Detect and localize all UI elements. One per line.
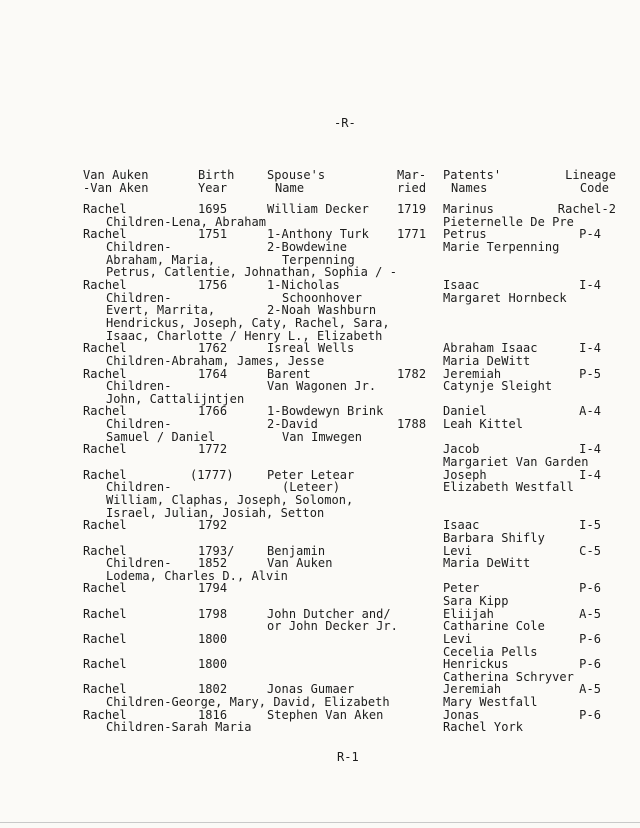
scan-edge-line [0,822,640,823]
entry-text: Sara Kipp [443,594,509,608]
header-married-line2: ried [397,181,427,195]
entry-text: William Decker [267,202,369,216]
entry-text: Daniel [443,404,487,418]
entry-text: 2-Bowdewine [267,240,348,254]
entry-text: Isaac, Charlotte / Henry L., Elizabeth [106,329,383,343]
entry-text: A-5 [579,607,601,621]
entry-text: Rachel [83,468,127,482]
entry-text: P-6 [579,657,601,671]
entry-text: (1777) [190,468,234,482]
entry-text: Maria DeWitt [443,556,531,570]
entry-text: Rachel-2 [557,202,616,216]
entry-text: Terpenning [282,253,355,267]
entry-text: Rachel [83,367,127,381]
entry-text: 1762 [198,341,228,355]
entry-text: John, Cattalijntjen [106,392,245,406]
entry-text: 1794 [198,581,228,595]
header-spouse-line2: Name [275,181,305,195]
entry-text: Rachel [83,708,127,722]
entry-text: Rachel [83,442,127,456]
entry-text: Children- [106,240,172,254]
entry-text: William, Claphas, Joseph, Solomon, [106,493,354,507]
entry-text: Rachel [83,544,127,558]
entry-text: P-6 [579,708,601,722]
header-married-line1: Mar- [397,168,427,182]
entry-text: Evert, Marrita, [106,303,216,317]
entry-text: 1793/ [198,544,235,558]
entry-text: A-5 [579,682,601,696]
entry-text: Maria DeWitt [443,354,531,368]
entry-text: 1852 [198,556,228,570]
entry-text: Children- [106,556,172,570]
entry-text: 1782 [397,367,427,381]
entry-text: Rachel [83,581,127,595]
entry-text: Jonas [443,708,480,722]
entry-text: A-4 [579,404,601,418]
entry-text: Barent [267,367,311,381]
entry-text: 1771 [397,227,427,241]
entry-text: Leah Kittel [443,417,524,431]
entry-text: Abraham Isaac [443,341,538,355]
entry-text: Rachel [83,657,127,671]
entry-text: I-4 [579,468,601,482]
entry-text: 1695 [198,202,228,216]
entry-text: Levi [443,632,473,646]
entry-text: Peter [443,581,480,595]
entry-text: Elizabeth Westfall [443,480,574,494]
entry-text: Rachel York [443,720,524,734]
entry-text: Eliijah [443,607,494,621]
entry-text: Stephen Van Aken [267,708,384,722]
entry-text: Schoonhover [282,291,363,305]
entry-text: Barbara Shifly [443,531,545,545]
entry-text: C-5 [579,544,601,558]
entry-text: Children- [106,379,172,393]
entry-text: Abraham, Maria, [106,253,216,267]
entry-text: Henrickus [443,657,509,671]
entry-text: John Dutcher and/ [267,607,391,621]
header-spouse-line1: Spouse's [267,168,326,182]
entry-text: 1800 [198,632,228,646]
entry-text: Pieternelle De Pre [443,215,574,229]
entry-text: Jeremiah [443,682,502,696]
entry-text: Rachel [83,518,127,532]
header-birth-line1: Birth [198,168,235,182]
entry-text: 1756 [198,278,228,292]
entry-text: Petrus, Catlentie, Johnathan, Sophia / - [106,265,397,279]
entry-text: 1-Nicholas [267,278,340,292]
entry-text: I-4 [579,442,601,456]
entry-text: Jacob [443,442,480,456]
entry-text: Rachel [83,341,127,355]
entry-text: 2-David [267,417,318,431]
entry-text: Israel, Julian, Josiah, Setton [106,506,325,520]
entry-text: Levi [443,544,473,558]
entry-text: I-4 [579,341,601,355]
entry-text: 1800 [198,657,228,671]
entry-text: Van Auken [267,556,333,570]
entry-text: Isaac [443,518,480,532]
entry-text: Rachel [83,632,127,646]
entry-text: Van Wagonen Jr. [267,379,377,393]
entry-text: 1751 [198,227,228,241]
entry-text: Isaac [443,278,480,292]
entry-text: Catherina Schryver [443,670,574,684]
entry-text: Rachel [83,607,127,621]
entry-text: Marie Terpenning [443,240,560,254]
page-number: R-1 [337,750,359,764]
entry-text: Rachel [83,682,127,696]
entry-text: 2-Noah Washburn [267,303,377,317]
entry-text: 1802 [198,682,228,696]
entry-text: Children- [106,480,172,494]
header-lineage-line1: Lineage [565,168,616,182]
entry-text: Children- [106,417,172,431]
entry-text: Lodema, Charles D., Alvin [106,569,288,583]
entry-text: Samuel / Daniel [106,430,216,444]
entry-text: Children-Lena, Abraham [106,215,267,229]
header-birth-line2: Year [198,181,228,195]
entry-text: Cecelia Pells [443,645,538,659]
header-parents-line2: Names [451,181,488,195]
header-van-auken-line1: Van Auken [83,168,149,182]
entry-text: 1-Bowdewyn Brink [267,404,384,418]
page-heading: -R- [334,116,356,130]
header-van-auken-line2: -Van Aken [83,181,149,195]
header-parents-line1: Patents' [443,168,502,182]
entry-text: Margariet Van Garden [443,455,589,469]
entry-text: Peter Letear [267,468,355,482]
entry-text: Petrus [443,227,487,241]
entry-text: (Leteer) [282,480,341,494]
entry-text: Rachel [83,202,127,216]
entry-text: 1766 [198,404,228,418]
entry-text: Joseph [443,468,487,482]
entry-text: 1792 [198,518,228,532]
entry-text: 1788 [397,417,427,431]
entry-text: 1-Anthony Turk [267,227,369,241]
entry-text: Catharine Cole [443,619,545,633]
entry-text: Benjamin [267,544,326,558]
entry-text: 1798 [198,607,228,621]
entry-text: or John Decker Jr. [267,619,398,633]
entry-text: Children- [106,291,172,305]
entry-text: 1816 [198,708,228,722]
entry-text: P-6 [579,632,601,646]
entry-text: Rachel [83,227,127,241]
entry-text: Children-George, Mary, David, Elizabeth [106,695,390,709]
entry-text: I-4 [579,278,601,292]
entry-text: Jonas Gumaer [267,682,355,696]
entry-text: 1719 [397,202,427,216]
header-lineage-line2: Code [579,181,609,195]
entry-text: P-5 [579,367,601,381]
entry-text: Van Imwegen [282,430,363,444]
entry-text: Marinus [443,202,494,216]
entry-text: P-4 [579,227,601,241]
entry-text: 1764 [198,367,228,381]
entry-text: Jeremiah [443,367,502,381]
entry-text: P-6 [579,581,601,595]
entry-text: Isreal Wells [267,341,355,355]
entry-text: Children-Sarah Maria [106,720,252,734]
entry-text: Children-Abraham, James, Jesse [106,354,325,368]
entry-text: Rachel [83,278,127,292]
entry-text: Catynje Sleight [443,379,553,393]
entry-text: Margaret Hornbeck [443,291,567,305]
entry-text: I-5 [579,518,601,532]
entry-text: 1772 [198,442,228,456]
entry-text: Rachel [83,404,127,418]
entry-text: Hendrickus, Joseph, Caty, Rachel, Sara, [106,316,390,330]
entry-text: Mary Westfall [443,695,538,709]
